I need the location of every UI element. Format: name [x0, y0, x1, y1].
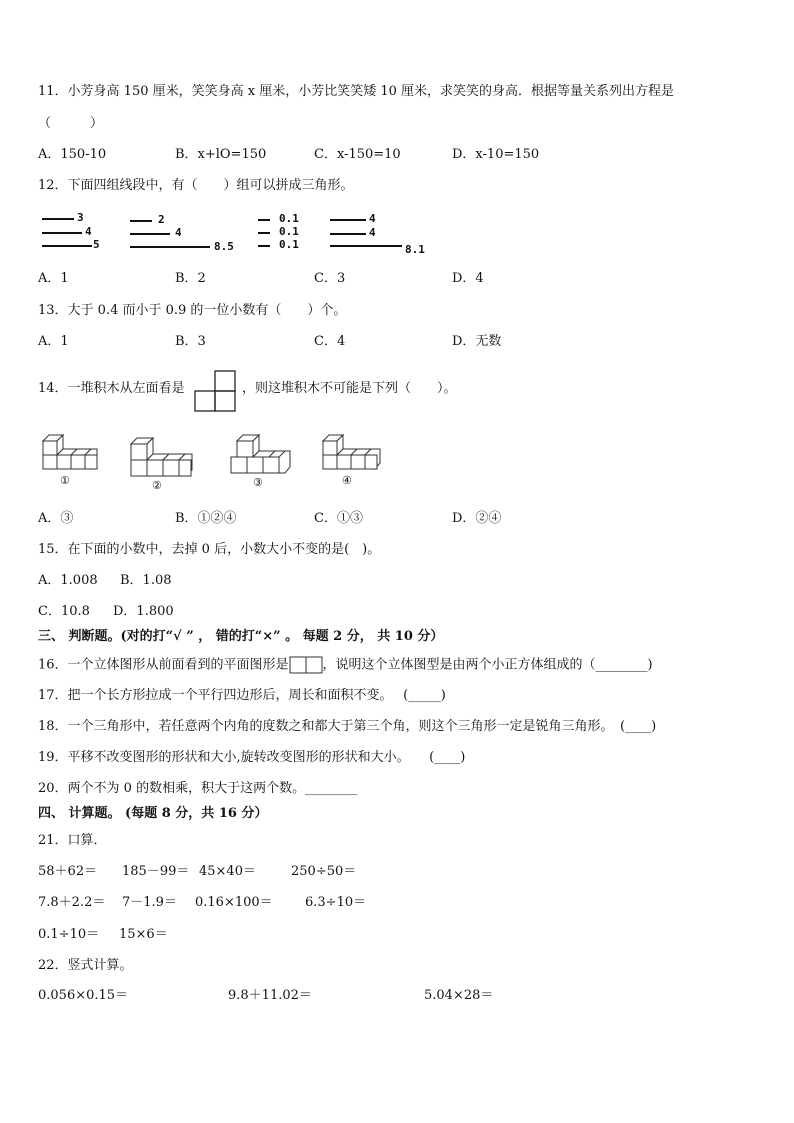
section-3-heading: 三、 判断题。(对的打“√ ” ， 错的打“×” 。 每题 2 分， 共 10 分） [38, 629, 444, 644]
q14-stem-before: 14．一堆积木从左面看是 [38, 381, 185, 396]
q13-option-c: C．4 [314, 334, 346, 349]
left-view-figure [194, 370, 238, 412]
segment-label: 2 [158, 213, 165, 226]
q12-option-c: C．3 [314, 271, 346, 286]
q15-option-a: A．1.008 [38, 573, 98, 588]
q16-line [38, 656, 653, 674]
q21-item: 0.1÷10＝ [38, 927, 100, 942]
q11-paren: （ ） [38, 116, 104, 131]
segment-label: 5 [93, 238, 100, 251]
q13-option-a: A．1 [38, 334, 69, 349]
segment-label: 4 [369, 212, 376, 225]
q14-option-d: D．②④ [452, 511, 502, 526]
q21-item: 58＋62＝ [38, 864, 98, 879]
q21-item: 7－1.9＝ [122, 895, 177, 910]
q21-item: 45×40＝ [199, 864, 256, 879]
q12-option-a: A．1 [38, 271, 69, 286]
q11-option-c: C．x-150=10 [314, 147, 401, 162]
q12-stem: 12．下面四组线段中，有（ ）组可以拼成三角形。 [38, 178, 354, 193]
section-4-heading: 四、 计算题。 (每题 8 分，共 16 分） [38, 806, 268, 821]
cube-label-2: ② [152, 479, 162, 492]
q11-stem: 11．小芳身高 150 厘米，笑笑身高 x 厘米，小芳比笑笑矮 10 厘米，求笑笑的身高．根据等量关系列出方程是 [38, 84, 675, 99]
q11-option-d: D．x-10=150 [452, 147, 540, 162]
front-view-figure [289, 656, 323, 674]
q21-item: 0.16×100＝ [195, 895, 273, 910]
q14-option-b: B．①②④ [175, 511, 237, 526]
q15-option-d: D．1.800 [113, 604, 174, 619]
q18-text: 18．一个三角形中，若任意两个内角的度数之和都大于第三个角，则这个三角形一定是锐角三角形。 (____) [38, 719, 657, 734]
cube-figure-2 [128, 436, 196, 480]
q15-option-c: C．10.8 [38, 604, 90, 619]
cube-figure-3 [228, 433, 294, 475]
q21-item: 250÷50＝ [291, 864, 357, 879]
q14-option-a: A．③ [38, 511, 74, 526]
q12-option-b: B．2 [175, 271, 206, 286]
q14-option-c: C．①③ [314, 511, 363, 526]
q12-option-d: D．4 [452, 271, 484, 286]
q21-item: 6.3÷10＝ [305, 895, 367, 910]
q13-option-b: B．3 [175, 334, 206, 349]
q21-item: 7.8＋2.2＝ [38, 895, 106, 910]
q19-text: 19．平移不改变图形的形状和大小,旋转改变图形的形状和大小。 (____) [38, 750, 466, 765]
segment-label: 8.5 [214, 240, 234, 253]
segment-label: 3 [77, 211, 84, 224]
segment-label: 0.1 [279, 212, 299, 225]
q11-option-b: B．x+lO=150 [175, 147, 267, 162]
segment-label: 4 [85, 225, 92, 238]
q14-stem-after: ，则这堆积木不可能是下列（ ）。 [242, 381, 457, 396]
q22-item: 5.04×28＝ [424, 988, 494, 1003]
q17-text: 17．把一个长方形拉成一个平行四边形后，周长和面积不变。 (_____) [38, 688, 446, 703]
cube-label-3: ③ [253, 476, 263, 489]
segment-label: 4 [175, 226, 182, 239]
cube-label-4: ④ [342, 474, 352, 487]
q13-stem: 13．大于 0.4 而小于 0.9 的一位小数有（ ）个。 [38, 303, 347, 318]
q21-item: 185－99＝ [122, 864, 190, 879]
q21-item: 15×6＝ [119, 927, 168, 942]
q13-option-d: D．无数 [452, 334, 502, 349]
q11-option-a: A．150-10 [38, 147, 107, 162]
segment-label: 8.1 [405, 243, 425, 256]
q20-text: 20．两个不为 0 的数相乘，积大于这两个数。________ [38, 781, 358, 796]
cube-figure-4 [320, 433, 384, 477]
q21-stem: 21．口算． [38, 833, 107, 848]
cube-label-1: ① [60, 474, 70, 487]
q16-text-before: 16．一个立体图形从前面看到的平面图形是 [38, 657, 289, 673]
q22-item: 0.056×0.15＝ [38, 988, 129, 1003]
cube-figure-1 [40, 433, 100, 477]
segment-label: 4 [369, 226, 376, 239]
q22-item: 9.8＋11.02＝ [228, 988, 312, 1003]
q15-option-b: B．1.08 [120, 573, 172, 588]
q16-text-after: ，说明这个立体图型是由两个小正方体组成的（________) [322, 657, 653, 673]
q15-stem: 15．在下面的小数中，去掉 0 后，小数大小不变的是( )。 [38, 542, 381, 557]
q22-stem: 22．竖式计算。 [38, 958, 133, 973]
segment-label: 0.1 [279, 238, 299, 251]
segment-label: 0.1 [279, 225, 299, 238]
